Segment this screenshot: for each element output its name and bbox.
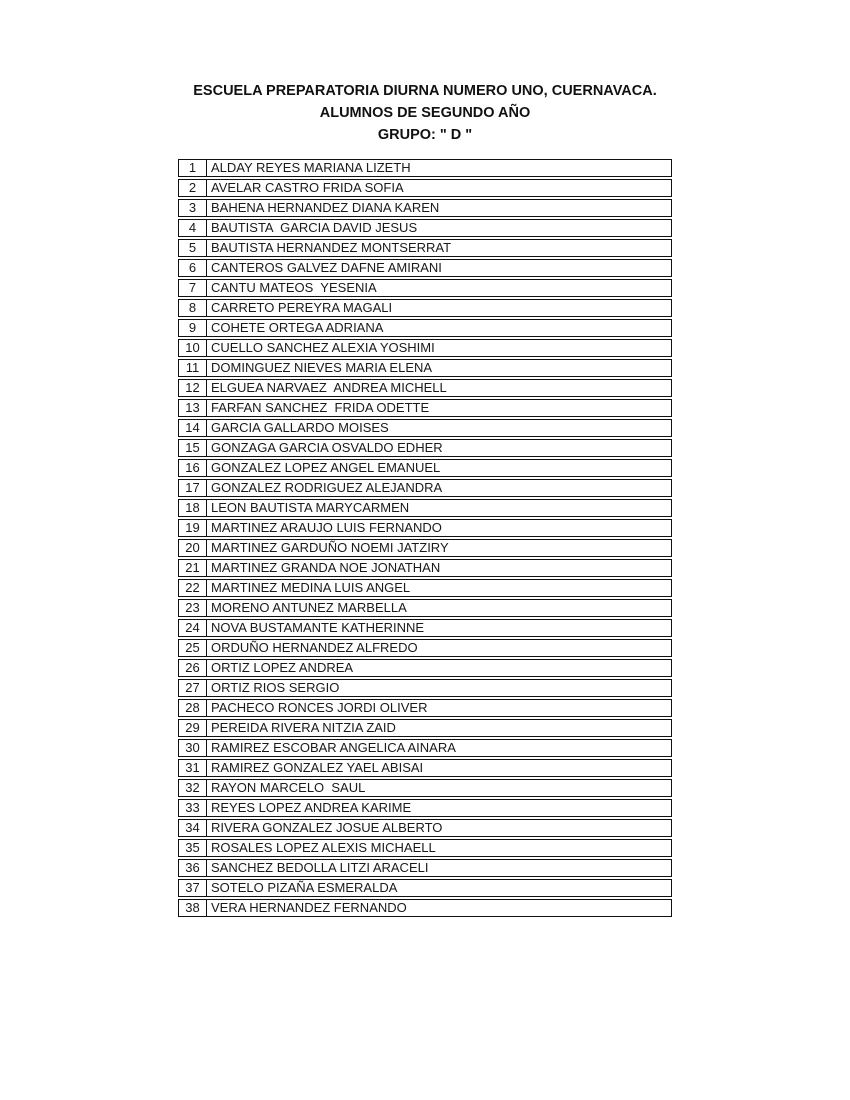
table-row (178, 879, 672, 897)
row-number: 33 (179, 800, 207, 816)
table-row (178, 859, 672, 877)
row-number: 18 (179, 500, 207, 516)
row-number: 22 (179, 580, 207, 596)
student-name: RAMIREZ ESCOBAR ANGELICA AINARA (211, 740, 456, 755)
row-number: 13 (179, 400, 207, 416)
table-row (178, 499, 672, 517)
student-name: MARTINEZ MEDINA LUIS ANGEL (211, 580, 411, 595)
student-name: PEREIDA RIVERA NITZIA ZAID (211, 720, 396, 735)
table-row (178, 179, 672, 197)
students-subtitle: ALUMNOS DE SEGUNDO AÑO (319, 105, 531, 121)
student-name: CANTU MATEOS YESENIA (211, 280, 377, 295)
student-name: ORTIZ LOPEZ ANDREA (211, 660, 354, 675)
table-row (178, 279, 672, 297)
group-subtitle: GRUPO: " D " (377, 127, 473, 143)
document-title-block (0, 80, 850, 146)
table-row (178, 899, 672, 917)
table-row (178, 199, 672, 217)
table-row (178, 439, 672, 457)
student-name: CANTEROS GALVEZ DAFNE AMIRANI (211, 260, 442, 275)
table-row (178, 759, 672, 777)
student-name: MARTINEZ ARAUJO LUIS FERNANDO (211, 520, 442, 535)
row-number: 28 (179, 700, 207, 716)
table-row (178, 339, 672, 357)
row-number: 32 (179, 780, 207, 796)
student-name: BAUTISTA GARCIA DAVID JESUS (211, 220, 418, 235)
row-number: 38 (179, 900, 207, 916)
table-row (178, 319, 672, 337)
table-row (178, 739, 672, 757)
table-row (178, 599, 672, 617)
table-row (178, 379, 672, 397)
row-number: 11 (179, 360, 207, 376)
student-name: DOMINGUEZ NIEVES MARIA ELENA (211, 360, 433, 375)
row-number: 15 (179, 440, 207, 456)
row-number: 27 (179, 680, 207, 696)
student-name: REYES LOPEZ ANDREA KARIME (211, 800, 412, 815)
student-name: BAHENA HERNANDEZ DIANA KAREN (211, 200, 440, 215)
row-number: 19 (179, 520, 207, 536)
row-number: 10 (179, 340, 207, 356)
row-number: 14 (179, 420, 207, 436)
row-number: 37 (179, 880, 207, 896)
student-name: PACHECO RONCES JORDI OLIVER (211, 700, 428, 715)
table-row (178, 699, 672, 717)
table-row (178, 219, 672, 237)
student-name: CUELLO SANCHEZ ALEXIA YOSHIMI (211, 340, 435, 355)
table-row (178, 419, 672, 437)
student-name: ALDAY REYES MARIANA LIZETH (211, 160, 411, 175)
student-name: ORTIZ RIOS SERGIO (211, 680, 340, 695)
table-row (178, 839, 672, 857)
row-number: 2 (179, 180, 207, 196)
table-row (178, 459, 672, 477)
row-number: 25 (179, 640, 207, 656)
student-name: LEON BAUTISTA MARYCARMEN (211, 500, 410, 515)
student-name: MARTINEZ GRANDA NOE JONATHAN (211, 560, 441, 575)
student-name: BAUTISTA HERNANDEZ MONTSERRAT (211, 240, 452, 255)
student-name: GONZALEZ RODRIGUEZ ALEJANDRA (211, 480, 443, 495)
student-name: GARCIA GALLARDO MOISES (211, 420, 389, 435)
row-number: 29 (179, 720, 207, 736)
row-number: 6 (179, 260, 207, 276)
row-number: 20 (179, 540, 207, 556)
row-number: 17 (179, 480, 207, 496)
row-number: 9 (179, 320, 207, 336)
table-row (178, 679, 672, 697)
row-number: 3 (179, 200, 207, 216)
student-name: FARFAN SANCHEZ FRIDA ODETTE (211, 400, 430, 415)
row-number: 23 (179, 600, 207, 616)
table-row (178, 719, 672, 737)
student-name: MORENO ANTUNEZ MARBELLA (211, 600, 407, 615)
student-name: RAMIREZ GONZALEZ YAEL ABISAI (211, 760, 424, 775)
table-row (178, 479, 672, 497)
row-number: 36 (179, 860, 207, 876)
table-row (178, 519, 672, 537)
row-number: 31 (179, 760, 207, 776)
row-number: 35 (179, 840, 207, 856)
student-name: CARRETO PEREYRA MAGALI (211, 300, 393, 315)
table-row (178, 559, 672, 577)
table-row (178, 539, 672, 557)
row-number: 30 (179, 740, 207, 756)
table-row (178, 819, 672, 837)
table-row (178, 799, 672, 817)
student-table (178, 159, 672, 919)
row-number: 16 (179, 460, 207, 476)
student-name: SANCHEZ BEDOLLA LITZI ARACELI (211, 860, 429, 875)
student-name: ORDUÑO HERNANDEZ ALFREDO (211, 640, 418, 655)
student-name: RAYON MARCELO SAUL (211, 780, 366, 795)
table-row (178, 399, 672, 417)
row-number: 34 (179, 820, 207, 836)
row-number: 8 (179, 300, 207, 316)
table-row (178, 359, 672, 377)
student-name: MARTINEZ GARDUÑO NOEMI JATZIRY (211, 540, 449, 555)
student-name: ELGUEA NARVAEZ ANDREA MICHELL (211, 380, 447, 395)
student-name: SOTELO PIZAÑA ESMERALDA (211, 880, 398, 895)
student-name: ROSALES LOPEZ ALEXIS MICHAELL (211, 840, 436, 855)
row-number: 5 (179, 240, 207, 256)
student-name: NOVA BUSTAMANTE KATHERINNE (211, 620, 425, 635)
table-row (178, 159, 672, 177)
student-name: RIVERA GONZALEZ JOSUE ALBERTO (211, 820, 443, 835)
table-row (178, 779, 672, 797)
table-row (178, 299, 672, 317)
table-row (178, 259, 672, 277)
table-row (178, 239, 672, 257)
row-number: 7 (179, 280, 207, 296)
row-number: 12 (179, 380, 207, 396)
student-name: COHETE ORTEGA ADRIANA (211, 320, 384, 335)
row-number: 1 (179, 160, 207, 176)
table-row (178, 619, 672, 637)
student-name: AVELAR CASTRO FRIDA SOFIA (211, 180, 404, 195)
student-name: VERA HERNANDEZ FERNANDO (211, 900, 407, 915)
school-name-title: ESCUELA PREPARATORIA DIURNA NUMERO UNO, CUERNAVACA. (193, 83, 657, 99)
row-number: 21 (179, 560, 207, 576)
table-row (178, 579, 672, 597)
row-number: 4 (179, 220, 207, 236)
table-row (178, 639, 672, 657)
row-number: 24 (179, 620, 207, 636)
row-number: 26 (179, 660, 207, 676)
table-row (178, 659, 672, 677)
student-name: GONZAGA GARCIA OSVALDO EDHER (211, 440, 443, 455)
student-name: GONZALEZ LOPEZ ANGEL EMANUEL (211, 460, 441, 475)
